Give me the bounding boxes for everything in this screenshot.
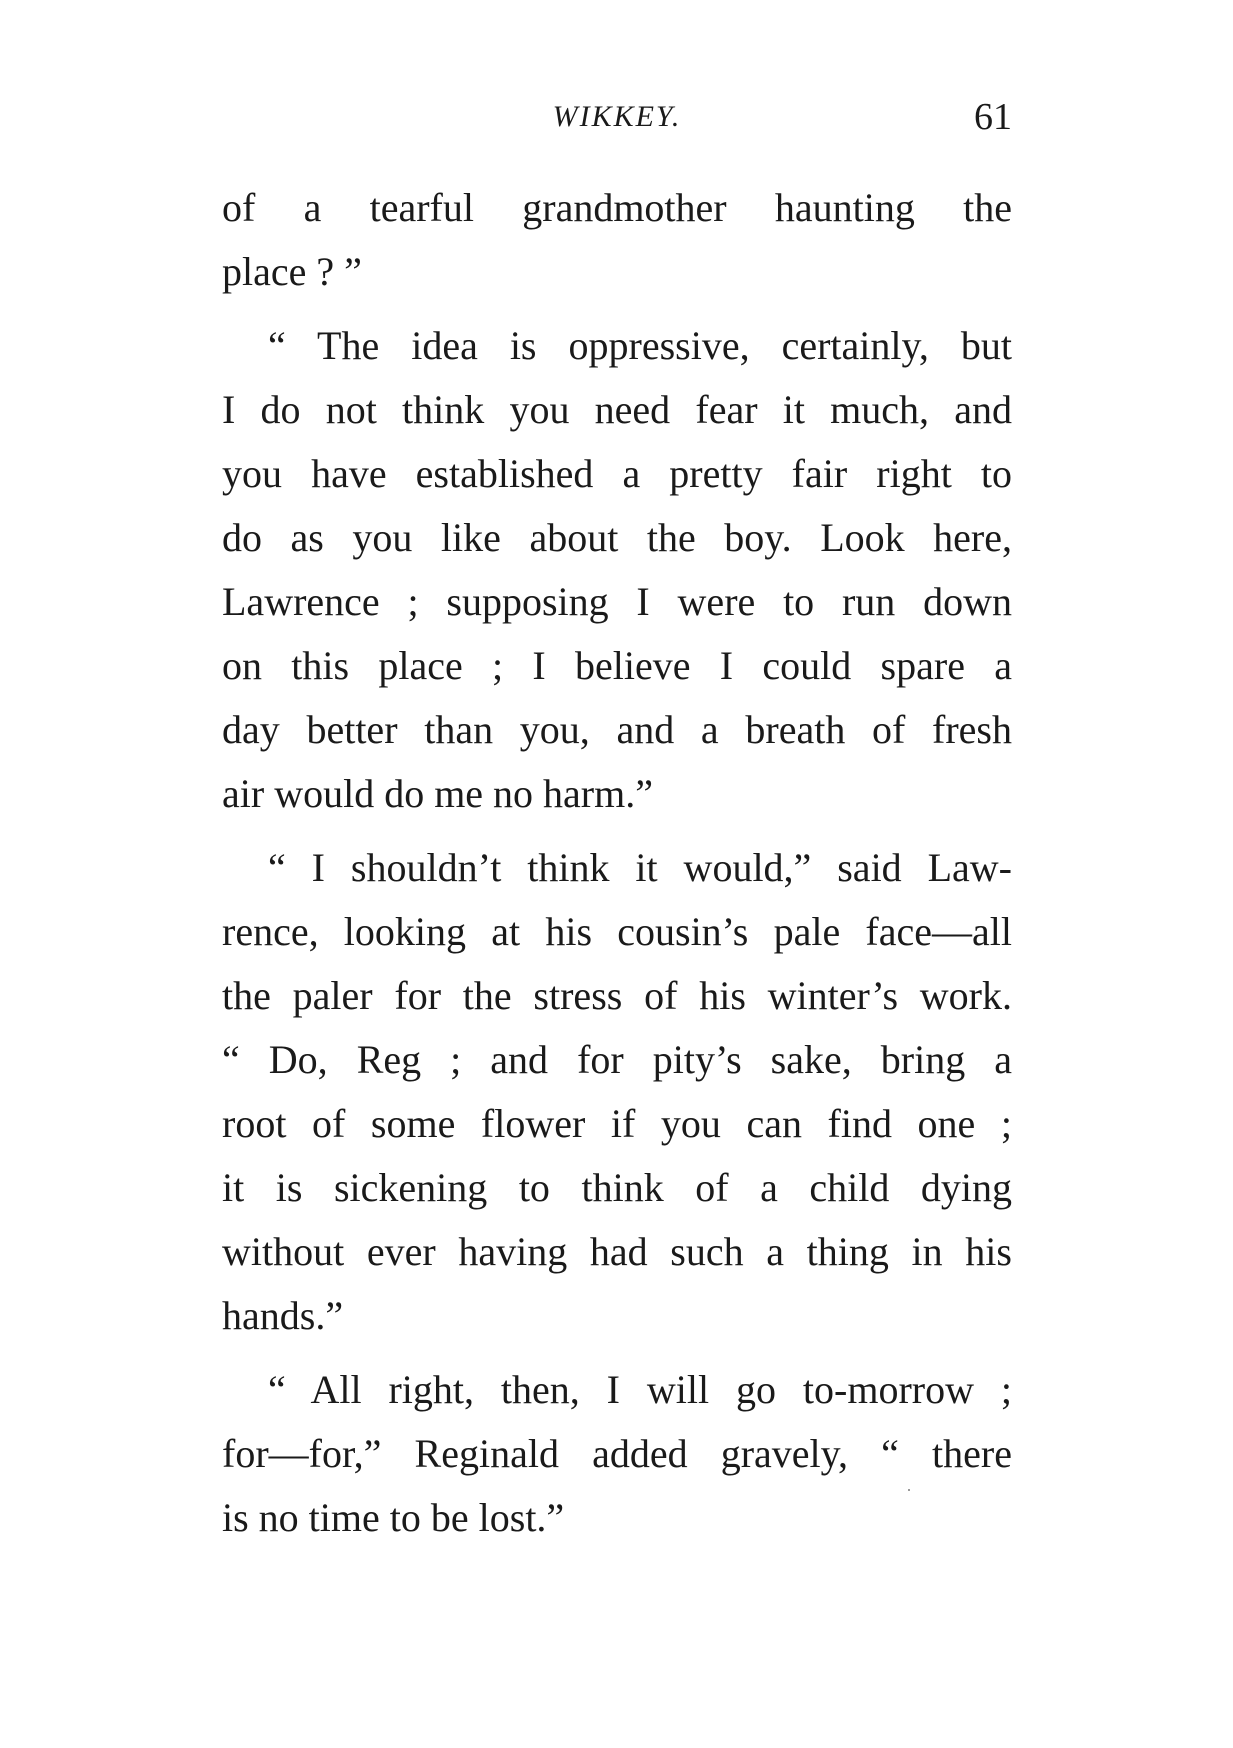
text-line: without ever having had such a thing in his bbox=[222, 1229, 1012, 1274]
text-line: do as you like about the boy. Look here, bbox=[222, 515, 1012, 560]
text-line: hands.” bbox=[222, 1293, 344, 1338]
text-line: is no time to be lost.” bbox=[222, 1495, 565, 1540]
page-number: 61 bbox=[974, 96, 1012, 138]
paragraph bbox=[222, 836, 1012, 1348]
body-text bbox=[222, 176, 1012, 1550]
text-line: you have established a pretty fair right to bbox=[222, 451, 1012, 496]
ink-speck bbox=[908, 1489, 910, 1491]
text-line: root of some flower if you can find one ; bbox=[222, 1101, 1012, 1146]
text-line: air would do me no harm.” bbox=[222, 771, 653, 816]
text-line: day better than you, and a breath of fresh bbox=[222, 707, 1012, 752]
text-line: the paler for the stress of his winter’s work. bbox=[222, 973, 1012, 1018]
paragraph bbox=[222, 314, 1012, 826]
text-line: for—for,” Reginald added gravely, “ there bbox=[222, 1431, 1012, 1476]
text-line: of a tearful grandmother haunting the bbox=[222, 185, 1012, 230]
text-line: Lawrence ; supposing I were to run down bbox=[222, 579, 1012, 624]
paragraph bbox=[222, 1358, 1012, 1550]
text-line: “ The idea is oppressive, certainly, but bbox=[268, 323, 1012, 368]
paragraph bbox=[222, 176, 1012, 304]
text-line: place ? ” bbox=[222, 249, 362, 294]
running-title: WIKKEY. bbox=[552, 100, 682, 133]
text-line: on this place ; I believe I could spare a bbox=[222, 643, 1012, 688]
text-line: it is sickening to think of a child dying bbox=[222, 1165, 1012, 1210]
text-line: “ Do, Reg ; and for pity’s sake, bring a bbox=[222, 1037, 1012, 1082]
text-line: rence, looking at his cousin’s pale face—all bbox=[222, 909, 1012, 954]
text-line: I do not think you need fear it much, and bbox=[222, 387, 1012, 432]
text-line: “ All right, then, I will go to-morrow ; bbox=[268, 1367, 1012, 1412]
text-line: “ I shouldn’t think it would,” said Law- bbox=[268, 845, 1012, 890]
running-head bbox=[222, 92, 1012, 142]
